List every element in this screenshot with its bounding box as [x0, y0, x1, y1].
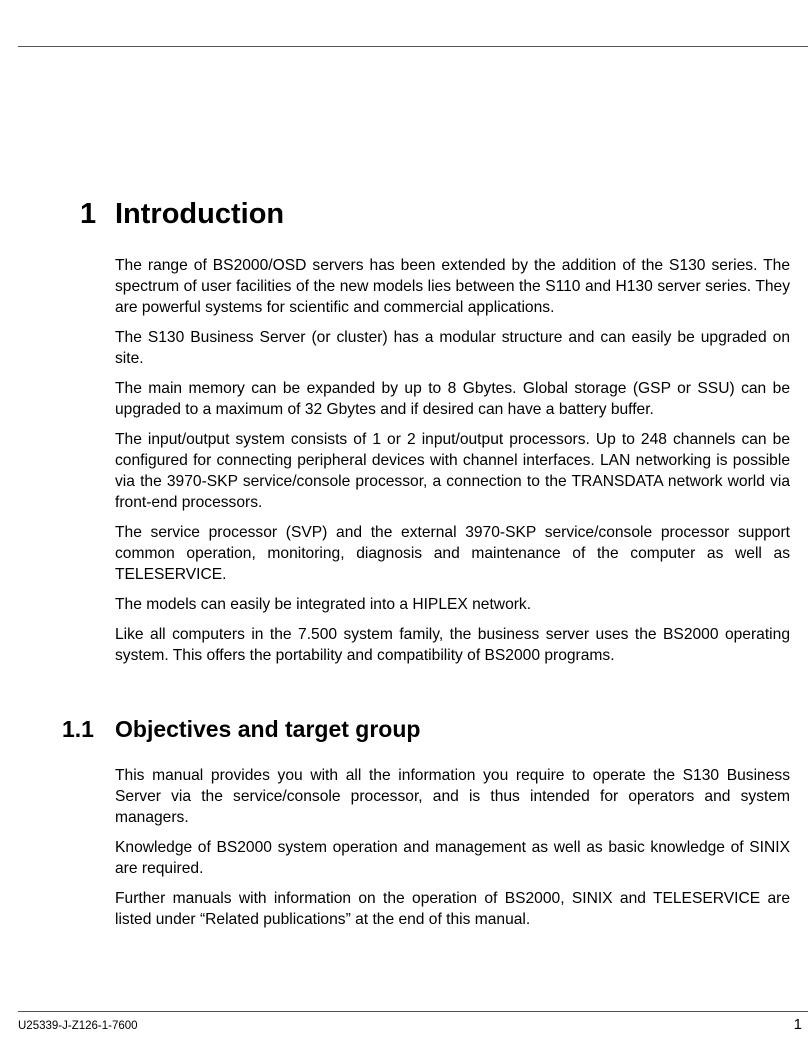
chapter-title: Introduction	[115, 198, 285, 230]
objectives-body	[115, 765, 790, 939]
section-heading	[62, 714, 420, 744]
document-code: U25339-J-Z126-1-7600	[18, 1020, 138, 1032]
paragraph: This manual provides you with all the information you require to operate the S130 Business Server via the service/console processor, and is thus intended for operators and system managers.	[115, 767, 790, 826]
intro-body	[115, 255, 790, 675]
chapter-heading	[80, 196, 284, 232]
chapter-number: 1	[80, 198, 97, 230]
paragraph: Like all computers in the 7.500 system family, the business server uses the BS2000 operating system. This offers the portability and compatibility of BS2000 programs.	[115, 626, 790, 664]
page-number: 1	[793, 1016, 802, 1033]
section-title: Objectives and target group	[115, 716, 421, 742]
paragraph: The input/output system consists of 1 or 2 input/output processors. Up to 248 channels can be configured for connecting peripheral devices with channel interfaces. LAN networking is possible via the 3970-SKP service/console processor, a connection to the TRANSDATA network world via front-end processors.	[115, 431, 790, 511]
paragraph: The main memory can be expanded by up to 8 Gbytes. Global storage (GSP or SSU) can be upgraded to a maximum of 32 Gbytes and if desired can have a battery buffer.	[115, 380, 790, 418]
paragraph: The S130 Business Server (or cluster) has a modular structure and can easily be upgraded on site.	[115, 329, 790, 367]
section-number: 1.1	[62, 716, 94, 742]
paragraph: The service processor (SVP) and the external 3970-SKP service/console processor support common operation, monitoring, diagnosis and maintenance of the computer as well as TELESERVICE.	[115, 524, 790, 583]
paragraph: The models can easily be integrated into a HIPLEX network.	[115, 596, 532, 613]
footer-rule	[18, 1011, 808, 1012]
header-rule	[18, 46, 808, 47]
paragraph: Further manuals with information on the operation of BS2000, SINIX and TELESERVICE are listed under “Related publications” at the end of this manual.	[115, 890, 790, 928]
paragraph: Knowledge of BS2000 system operation and management as well as basic knowledge of SINIX are required.	[115, 839, 790, 877]
paragraph: The range of BS2000/OSD servers has been extended by the addition of the S130 series. The spectrum of user facilities of the new models lies between the S110 and H130 server series. They are powerful systems for scientific and commercial applications.	[115, 257, 790, 316]
